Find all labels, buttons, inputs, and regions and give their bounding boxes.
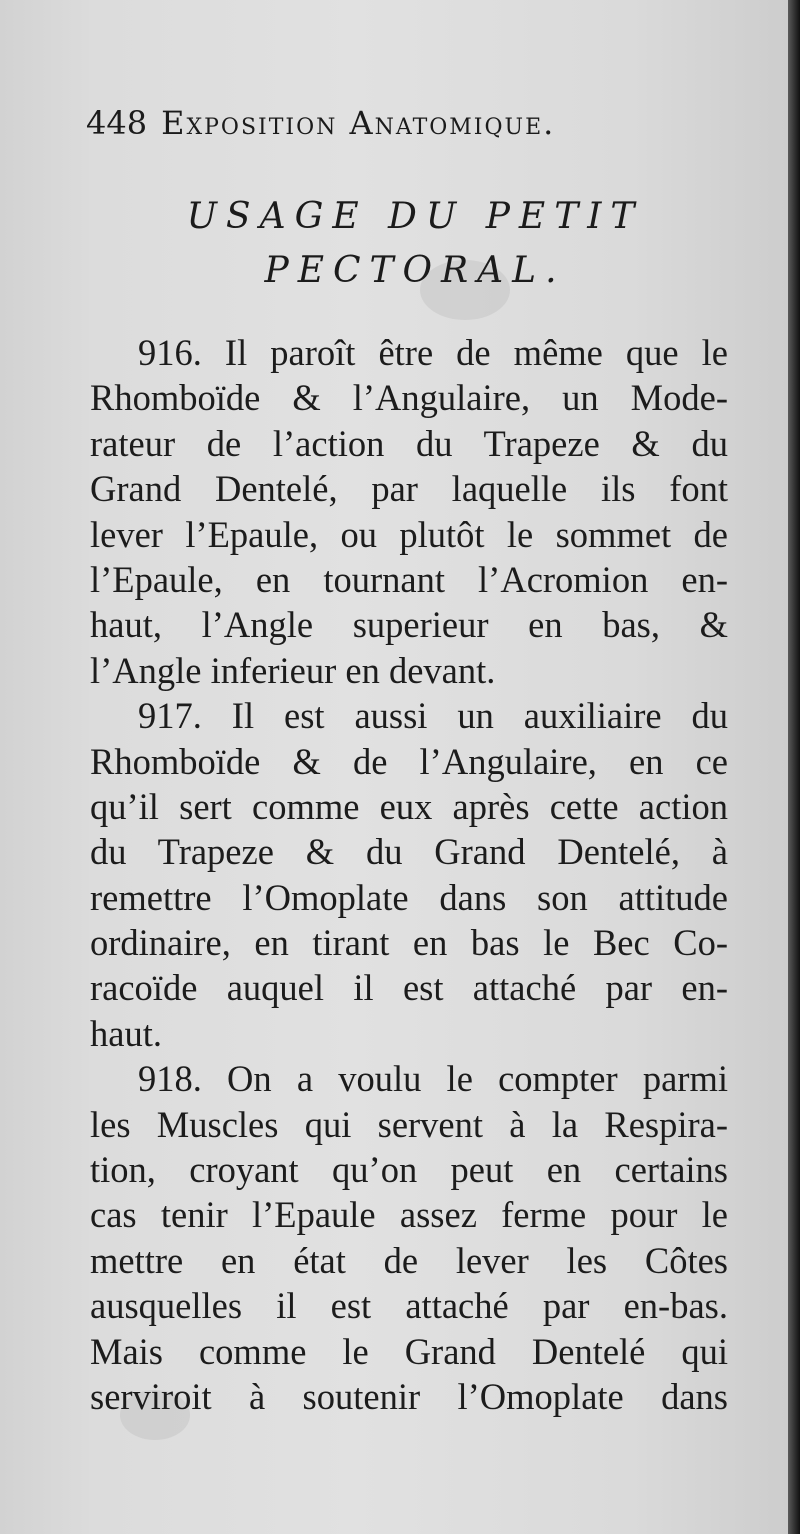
page-number: 448 xyxy=(86,104,148,142)
running-title: Exposition Anatomique. xyxy=(161,104,556,142)
section-title-line-2: PECTORAL. xyxy=(264,250,566,291)
paragraph-917-line: du Trapeze & du Grand Dentelé, à xyxy=(90,831,728,873)
paragraph-916-line: Grand Dentelé, par laquelle ils font xyxy=(90,468,728,510)
paragraph-917-line: ordinaire, en tirant en bas le Bec Co- xyxy=(90,922,728,964)
body-text xyxy=(90,330,728,1419)
paragraph-918-line: ausquelles il est attaché par en-bas. xyxy=(90,1285,728,1327)
paragraph-918-line: les Muscles qui servent à la Respira- xyxy=(90,1103,728,1145)
paragraph-916-line: l’Epaule, en tournant l’Acromion en- xyxy=(90,558,728,600)
paragraph-916-line: l’Angle inferieur en devant. xyxy=(90,649,496,691)
paragraph-917-line: racoïde auquel il est attaché par en- xyxy=(90,967,728,1009)
paragraph-918-line: Mais comme le Grand Dentelé qui xyxy=(90,1330,728,1372)
paragraph-918-line: mettre en état de lever les Côtes xyxy=(90,1239,728,1281)
paragraph-918-line: cas tenir l’Epaule assez ferme pour le xyxy=(90,1194,728,1236)
paragraph-916-line: Rhomboïde & l’Angulaire, un Mode- xyxy=(90,377,728,419)
paragraph-917-line: qu’il sert comme eux après cette action xyxy=(90,785,728,827)
section-title-line-1: USAGE DU PETIT xyxy=(186,196,644,237)
paragraph-918-line: 918. On a voulu le compter parmi xyxy=(138,1058,728,1100)
paragraph-917-line: remettre l’Omoplate dans son attitude xyxy=(90,876,728,918)
paragraph-917-line: 917. Il est aussi un auxiliaire du xyxy=(138,695,728,737)
paragraph-917-line: haut. xyxy=(90,1012,162,1054)
paragraph-916-line: rateur de l’action du Trapeze & du xyxy=(90,422,728,464)
section-title xyxy=(90,190,740,298)
paragraph-916-line: lever l’Epaule, ou plutôt le sommet de xyxy=(90,513,728,555)
page-edge-shadow xyxy=(788,0,800,1534)
paragraph-917-line: Rhomboïde & de l’Angulaire, en ce xyxy=(90,740,728,782)
paragraph-918-line: tion, croyant qu’on peut en certains xyxy=(90,1149,728,1191)
paragraph-916-line: 916. Il paroît être de même que le xyxy=(138,332,728,373)
running-head xyxy=(86,104,726,142)
paragraph-916-line: haut, l’Angle superieur en bas, & xyxy=(90,604,728,646)
paragraph-918-line: serviroit à soutenir l’Omoplate dans xyxy=(90,1375,728,1417)
